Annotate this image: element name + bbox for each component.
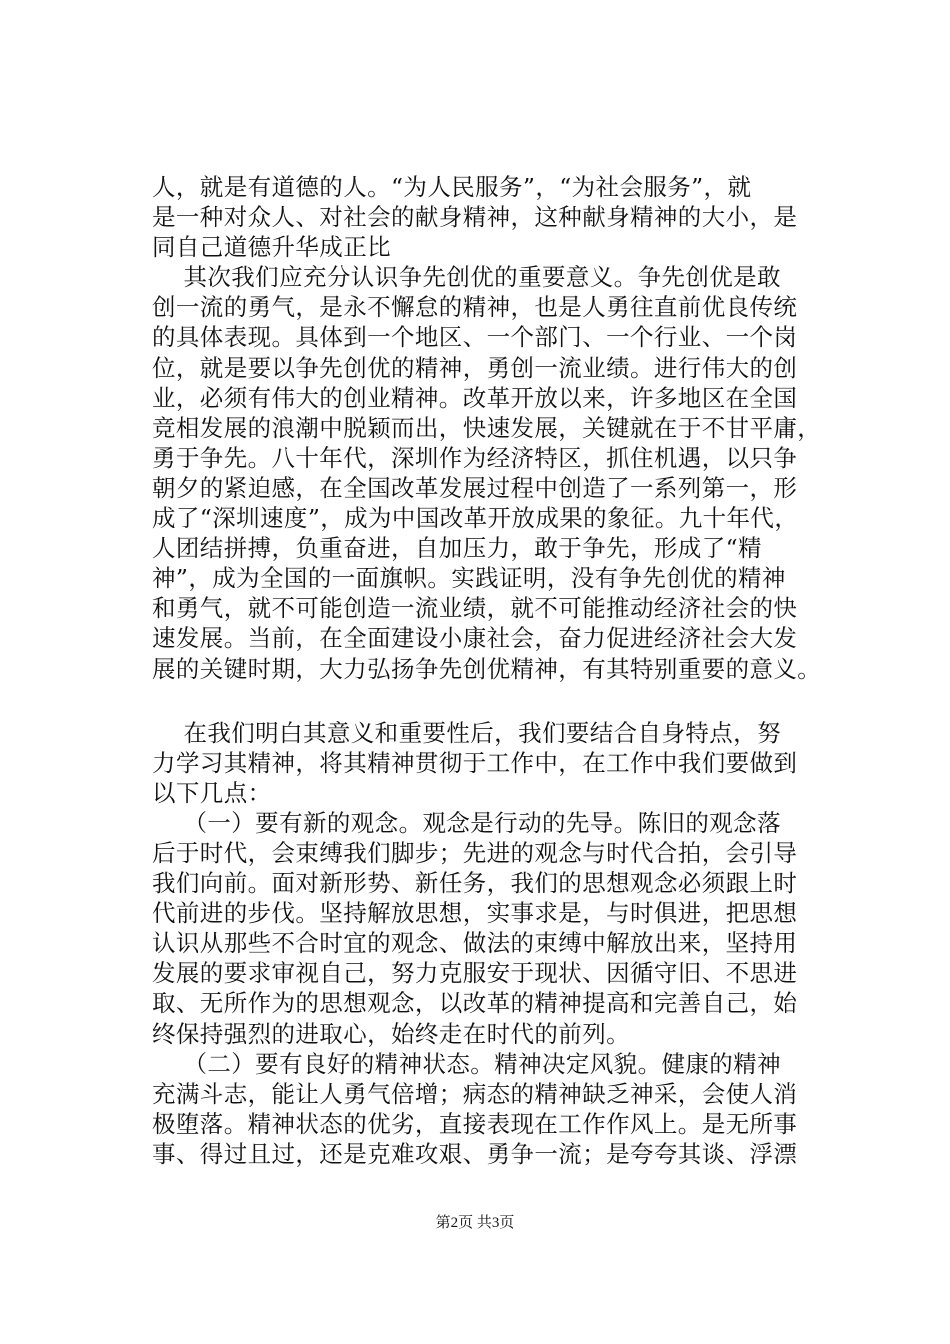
text-line: 事、得过且过，还是克难攻艰、勇争一流；是夸夸其谈、浮漂 [152,1139,798,1168]
text-line: 后于时代，会束缚我们脚步；先进的观念与时代合拍，会引导 [152,838,798,867]
text-line: 充满斗志，能让人勇气倍增；病态的精神缺乏神采，会使人消 [152,1079,798,1108]
text-line: 其次我们应充分认识争先创优的重要意义。争先创优是敢 [152,263,781,292]
text-line: 极堕落。精神状态的优劣，直接表现在工作作风上。是无所事 [152,1109,798,1138]
text-line: 竞相发展的浪潮中脱颖而出，快速发展，关键就在于不甘平庸， [152,413,822,442]
body-text [152,172,832,1169]
text-line: 业，必须有伟大的创业精神。改革开放以来，许多地区在全国 [152,383,798,412]
text-line: （一）要有新的观念。观念是行动的先导。陈旧的观念落 [152,808,781,837]
text-line: 成了“深圳速度”，成为中国改革开放成果的象征。九十年代， [152,504,799,533]
text-line: 人团结拼搏，负重奋进，自加压力，敢于争先，形成了“精 [152,534,762,563]
text-line: 速发展。当前，在全面建设小康社会，奋力促进经济社会大发 [152,624,798,653]
text-line: 认识从那些不合时宜的观念、做法的束缚中解放出来，坚持用 [152,929,798,958]
text-line: 力学习其精神，将其精神贯彻于工作中，在工作中我们要做到 [152,748,798,777]
text-line: 的具体表现。具体到一个地区、一个部门、一个行业、一个岗 [152,323,798,352]
text-line [152,684,832,718]
text-line: 神”，成为全国的一面旗帜。实践证明，没有争先创优的精神 [152,564,786,593]
text-line: 取、无所作为的思想观念，以改革的精神提高和完善自己，始 [152,989,798,1018]
page-footer: 第2页 共3页 [435,1215,515,1231]
text-line: 展的关键时期，大力弘扬争先创优精神，有其特别重要的意义。 [152,654,822,683]
text-line: （二）要有良好的精神状态。精神决定风貌。健康的精神 [152,1049,781,1078]
text-line: 和勇气，就不可能创造一流业绩，就不可能推动经济社会的快 [152,594,798,623]
text-line: 创一流的勇气，是永不懈怠的精神，也是人勇往直前优良传统 [152,293,798,322]
text-line: 终保持强烈的进取心，始终走在时代的前列。 [152,1019,630,1048]
text-line: 人，就是有道德的人。“为人民服务”，“为社会服务”，就 [152,173,752,201]
text-line: 发展的要求审视自己，努力克服安于现状、因循守旧、不思进 [152,959,798,988]
text-line: 代前进的步伐。坚持解放思想，实事求是，与时俱进，把思想 [152,899,798,928]
text-line: 以下几点： [152,778,272,807]
text-line: 在我们明白其意义和重要性后，我们要结合自身特点，努 [152,718,781,747]
text-line: 朝夕的紧迫感，在全国改革发展过程中创造了一系列第一，形 [152,473,798,502]
text-line: 我们向前。面对新形势、新任务，我们的思想观念必须跟上时 [152,869,798,898]
text-line: 勇于争先。八十年代，深圳作为经济特区，抓住机遇，以只争 [152,443,798,472]
text-line: 位，就是要以争先创优的精神，勇创一流业绩。进行伟大的创 [152,353,798,382]
text-line: 同自己道德升华成正比 [152,233,391,262]
text-line: 是一种对众人、对社会的献身精神，这种献身精神的大小，是 [152,203,798,232]
